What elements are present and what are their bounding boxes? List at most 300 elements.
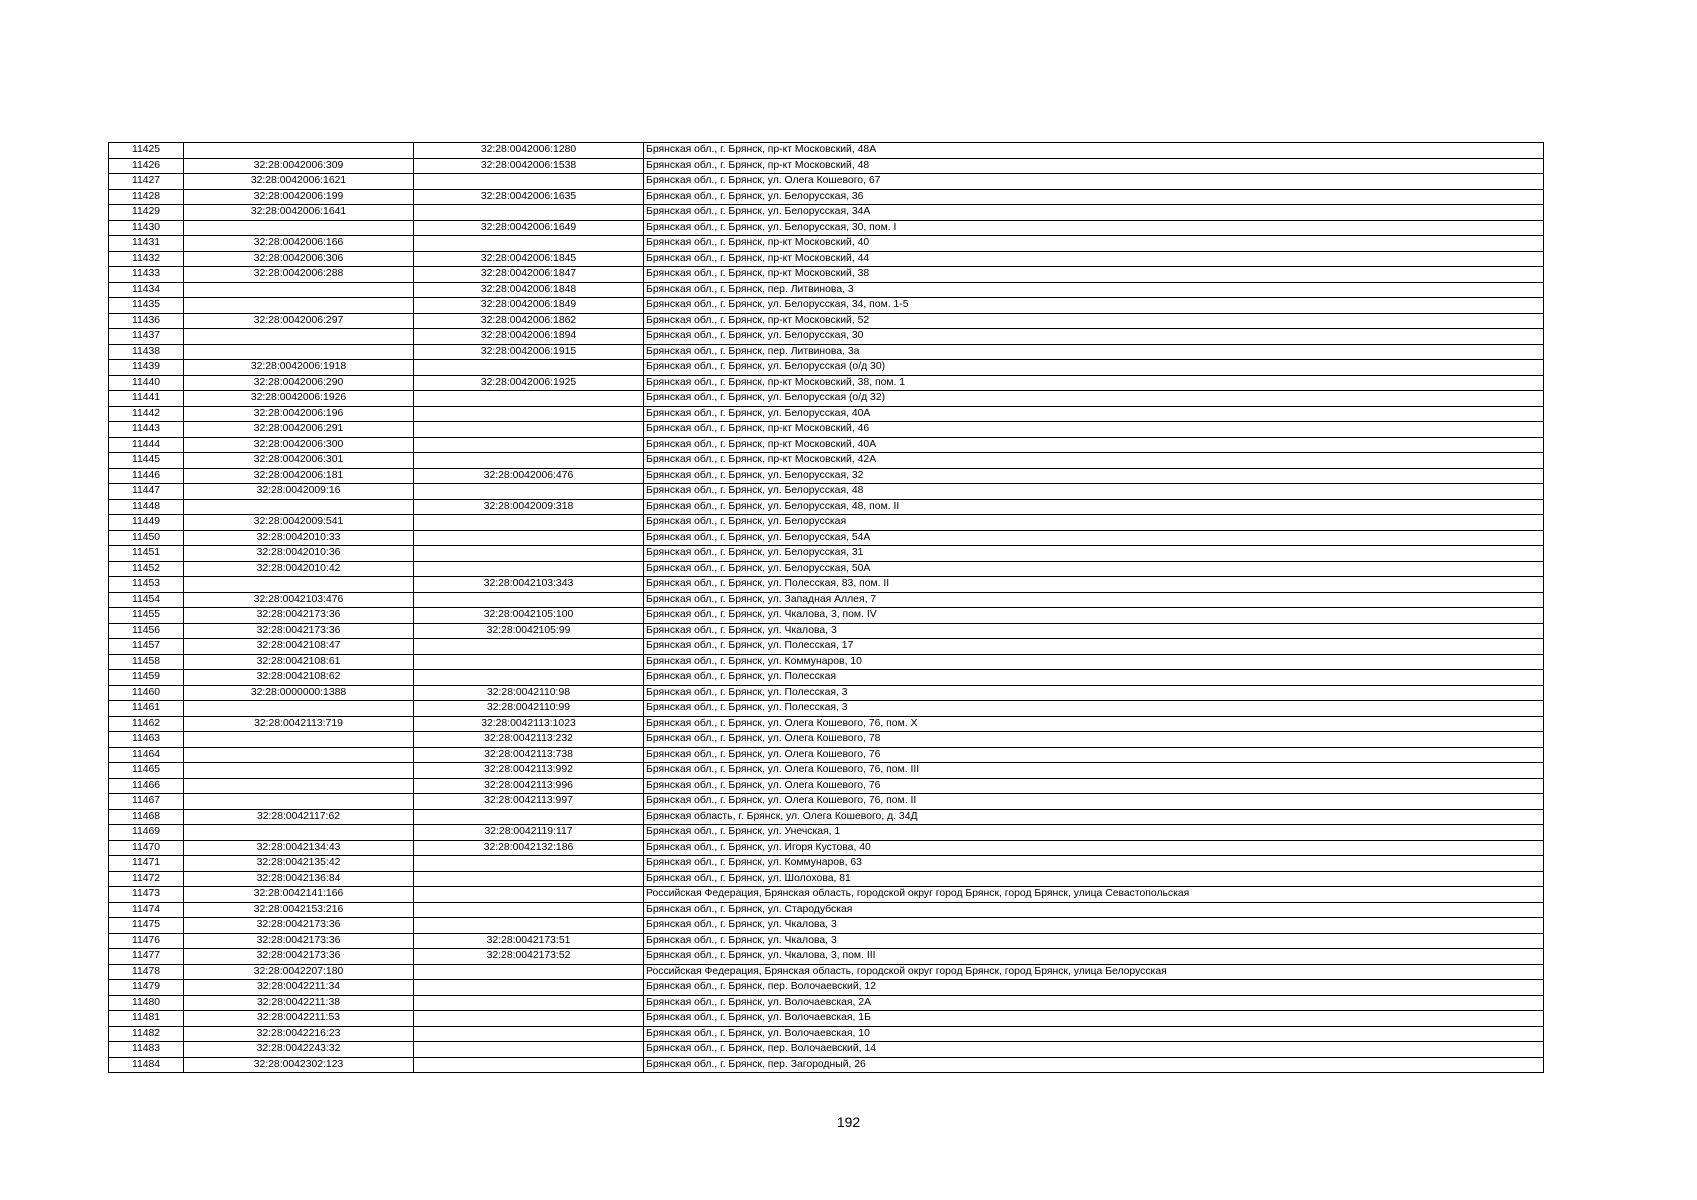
address-cell: Брянская обл., г. Брянск, ул. Волочаевская, 2А	[644, 995, 1544, 1011]
address-cell: Брянская обл., г. Брянск, ул. Белорусская, 36	[644, 189, 1544, 205]
address-cell: Брянская обл., г. Брянск, ул. Олега Кошевого, 67	[644, 174, 1544, 190]
row-number-cell: 11457	[109, 639, 184, 655]
table-row	[109, 220, 1544, 236]
table-row	[109, 329, 1544, 345]
table-row	[109, 980, 1544, 996]
row-number-cell: 11484	[109, 1057, 184, 1073]
address-cell: Брянская обл., г. Брянск, ул. Белорусская, 31	[644, 546, 1544, 562]
cadastral-number-object-cell: 32:28:0042113:996	[414, 778, 644, 794]
row-number-cell: 11443	[109, 422, 184, 438]
cadastral-number-land-cell: 32:28:0042010:36	[184, 546, 414, 562]
row-number-cell: 11459	[109, 670, 184, 686]
table-row	[109, 391, 1544, 407]
table-row	[109, 778, 1544, 794]
table-row	[109, 267, 1544, 283]
cadastral-number-land-cell: 32:28:0042243:32	[184, 1042, 414, 1058]
table-row	[109, 933, 1544, 949]
address-cell: Брянская обл., г. Брянск, ул. Белорусская (о/д 32)	[644, 391, 1544, 407]
cadastral-number-land-cell: 32:28:0042207:180	[184, 964, 414, 980]
row-number-cell: 11427	[109, 174, 184, 190]
cadastral-number-land-cell: 32:28:0042108:61	[184, 654, 414, 670]
row-number-cell: 11437	[109, 329, 184, 345]
table-row	[109, 406, 1544, 422]
cadastral-number-object-cell: 32:28:0042113:232	[414, 732, 644, 748]
cadastral-number-object-cell	[414, 236, 644, 252]
address-cell: Брянская обл., г. Брянск, пер. Волочаевский, 14	[644, 1042, 1544, 1058]
row-number-cell: 11456	[109, 623, 184, 639]
address-cell: Брянская обл., г. Брянск, ул. Полесская, 83, пом. II	[644, 577, 1544, 593]
cadastral-number-land-cell	[184, 794, 414, 810]
table-row	[109, 902, 1544, 918]
cadastral-number-object-cell	[414, 639, 644, 655]
cadastral-number-land-cell: 32:28:0042173:36	[184, 949, 414, 965]
cadastral-number-land-cell: 32:28:0042113:719	[184, 716, 414, 732]
cadastral-number-object-cell: 32:28:0042006:1862	[414, 313, 644, 329]
cadastral-number-land-cell: 32:28:0042006:199	[184, 189, 414, 205]
address-cell: Брянская обл., г. Брянск, ул. Полесская	[644, 670, 1544, 686]
table-row	[109, 1042, 1544, 1058]
table-row	[109, 375, 1544, 391]
cadastral-number-object-cell	[414, 654, 644, 670]
cadastral-number-land-cell: 32:28:0042173:36	[184, 623, 414, 639]
address-cell: Брянская обл., г. Брянск, ул. Олега Кошевого, 76	[644, 747, 1544, 763]
address-cell: Брянская обл., г. Брянск, ул. Белорусская, 34А	[644, 205, 1544, 221]
table-row	[109, 918, 1544, 934]
address-cell: Брянская обл., г. Брянск, ул. Белорусская, 48, пом. II	[644, 499, 1544, 515]
cadastral-number-object-cell	[414, 995, 644, 1011]
cadastral-number-object-cell	[414, 902, 644, 918]
address-cell: Брянская обл., г. Брянск, пр-кт Московский, 42А	[644, 453, 1544, 469]
cadastral-number-object-cell	[414, 530, 644, 546]
address-cell: Брянская обл., г. Брянск, ул. Белорусская, 48	[644, 484, 1544, 500]
cadastral-number-land-cell: 32:28:0042141:166	[184, 887, 414, 903]
cadastral-number-land-cell: 32:28:0042006:306	[184, 251, 414, 267]
address-cell: Брянская обл., г. Брянск, ул. Белорусская, 32	[644, 468, 1544, 484]
cadastral-number-object-cell: 32:28:0042006:1538	[414, 158, 644, 174]
cadastral-number-object-cell: 32:28:0042006:1635	[414, 189, 644, 205]
cadastral-number-land-cell: 32:28:0042134:43	[184, 840, 414, 856]
table-row	[109, 856, 1544, 872]
row-number-cell: 11458	[109, 654, 184, 670]
cadastral-number-land-cell	[184, 747, 414, 763]
table-row	[109, 747, 1544, 763]
cadastral-number-object-cell: 32:28:0042006:1649	[414, 220, 644, 236]
cadastral-number-object-cell	[414, 1011, 644, 1027]
address-cell: Брянская обл., г. Брянск, ул. Шолохова, 81	[644, 871, 1544, 887]
table-row	[109, 205, 1544, 221]
row-number-cell: 11466	[109, 778, 184, 794]
cadastral-number-object-cell	[414, 1042, 644, 1058]
register-table	[108, 142, 1544, 1073]
cadastral-number-land-cell: 32:28:0042173:36	[184, 933, 414, 949]
address-cell: Брянская обл., г. Брянск, ул. Полесская, 17	[644, 639, 1544, 655]
cadastral-number-land-cell: 32:28:0042108:47	[184, 639, 414, 655]
cadastral-number-object-cell	[414, 964, 644, 980]
row-number-cell: 11473	[109, 887, 184, 903]
cadastral-number-land-cell	[184, 732, 414, 748]
cadastral-number-land-cell	[184, 220, 414, 236]
cadastral-number-land-cell: 32:28:0042006:301	[184, 453, 414, 469]
address-cell: Брянская обл., г. Брянск, ул. Волочаевская, 1Б	[644, 1011, 1544, 1027]
cadastral-number-object-cell: 32:28:0042006:1847	[414, 267, 644, 283]
cadastral-number-object-cell: 32:28:0042006:1849	[414, 298, 644, 314]
cadastral-number-land-cell: 32:28:0042006:300	[184, 437, 414, 453]
row-number-cell: 11471	[109, 856, 184, 872]
cadastral-number-land-cell: 32:28:0042302:123	[184, 1057, 414, 1073]
row-number-cell: 11468	[109, 809, 184, 825]
address-cell: Брянская обл., г. Брянск, ул. Западная Аллея, 7	[644, 592, 1544, 608]
table-row	[109, 794, 1544, 810]
cadastral-number-object-cell	[414, 856, 644, 872]
table-row	[109, 763, 1544, 779]
table-row	[109, 484, 1544, 500]
address-cell: Брянская обл., г. Брянск, ул. Белорусская, 40А	[644, 406, 1544, 422]
cadastral-number-land-cell: 32:28:0042211:38	[184, 995, 414, 1011]
table-row	[109, 639, 1544, 655]
row-number-cell: 11460	[109, 685, 184, 701]
row-number-cell: 11482	[109, 1026, 184, 1042]
cadastral-number-object-cell	[414, 546, 644, 562]
address-cell: Брянская обл., г. Брянск, ул. Чкалова, 3	[644, 933, 1544, 949]
cadastral-number-object-cell	[414, 980, 644, 996]
address-cell: Брянская обл., г. Брянск, ул. Чкалова, 3, пом. III	[644, 949, 1544, 965]
address-cell: Брянская обл., г. Брянск, ул. Белорусская, 30, пом. I	[644, 220, 1544, 236]
table-row	[109, 654, 1544, 670]
address-cell: Брянская обл., г. Брянск, пр-кт Московский, 40А	[644, 437, 1544, 453]
table-row	[109, 949, 1544, 965]
cadastral-number-land-cell	[184, 298, 414, 314]
row-number-cell: 11435	[109, 298, 184, 314]
cadastral-number-object-cell: 32:28:0042113:992	[414, 763, 644, 779]
address-cell: Брянская обл., г. Брянск, ул. Олега Кошевого, 76	[644, 778, 1544, 794]
table-row	[109, 1026, 1544, 1042]
cadastral-number-object-cell	[414, 1026, 644, 1042]
cadastral-number-land-cell: 32:28:0042006:1621	[184, 174, 414, 190]
cadastral-number-land-cell	[184, 344, 414, 360]
address-cell: Брянская область, г. Брянск, ул. Олега Кошевого, д. 34Д	[644, 809, 1544, 825]
cadastral-number-land-cell: 32:28:0042103:476	[184, 592, 414, 608]
row-number-cell: 11463	[109, 732, 184, 748]
cadastral-number-object-cell	[414, 809, 644, 825]
address-cell: Брянская обл., г. Брянск, ул. Игоря Кустова, 40	[644, 840, 1544, 856]
row-number-cell: 11425	[109, 143, 184, 159]
cadastral-number-land-cell: 32:28:0042117:62	[184, 809, 414, 825]
row-number-cell: 11464	[109, 747, 184, 763]
table-row	[109, 189, 1544, 205]
table-row	[109, 732, 1544, 748]
cadastral-number-object-cell: 32:28:0042110:98	[414, 685, 644, 701]
address-cell: Брянская обл., г. Брянск, пер. Загородный, 26	[644, 1057, 1544, 1073]
cadastral-number-object-cell: 32:28:0042006:476	[414, 468, 644, 484]
cadastral-number-object-cell: 32:28:0042110:99	[414, 701, 644, 717]
table-row	[109, 143, 1544, 159]
cadastral-number-land-cell	[184, 763, 414, 779]
table-row	[109, 701, 1544, 717]
cadastral-number-object-cell	[414, 422, 644, 438]
row-number-cell: 11453	[109, 577, 184, 593]
row-number-cell: 11447	[109, 484, 184, 500]
row-number-cell: 11432	[109, 251, 184, 267]
table-row	[109, 1057, 1544, 1073]
row-number-cell: 11462	[109, 716, 184, 732]
row-number-cell: 11449	[109, 515, 184, 531]
table-row	[109, 437, 1544, 453]
cadastral-number-object-cell: 32:28:0042132:186	[414, 840, 644, 856]
address-cell: Брянская обл., г. Брянск, пр-кт Московский, 48А	[644, 143, 1544, 159]
row-number-cell: 11429	[109, 205, 184, 221]
row-number-cell: 11433	[109, 267, 184, 283]
row-number-cell: 11470	[109, 840, 184, 856]
cadastral-number-land-cell: 32:28:0042006:291	[184, 422, 414, 438]
row-number-cell: 11445	[109, 453, 184, 469]
table-row	[109, 1011, 1544, 1027]
table-row	[109, 298, 1544, 314]
page-number: 192	[836, 1114, 861, 1130]
table-row	[109, 453, 1544, 469]
row-number-cell: 11465	[109, 763, 184, 779]
cadastral-number-land-cell	[184, 825, 414, 841]
cadastral-number-object-cell	[414, 515, 644, 531]
table-row	[109, 871, 1544, 887]
address-cell: Российская Федерация, Брянская область, городской округ город Брянск, город Брянск, улица Севастопольская	[644, 887, 1544, 903]
row-number-cell: 11448	[109, 499, 184, 515]
cadastral-number-object-cell: 32:28:0042006:1925	[414, 375, 644, 391]
address-cell: Брянская обл., г. Брянск, ул. Чкалова, 3	[644, 623, 1544, 639]
cadastral-number-land-cell: 32:28:0042009:16	[184, 484, 414, 500]
table-row	[109, 251, 1544, 267]
cadastral-number-land-cell: 32:28:0042173:36	[184, 608, 414, 624]
row-number-cell: 11461	[109, 701, 184, 717]
row-number-cell: 11441	[109, 391, 184, 407]
cadastral-number-land-cell: 32:28:0042006:288	[184, 267, 414, 283]
row-number-cell: 11474	[109, 902, 184, 918]
table-row	[109, 840, 1544, 856]
cadastral-number-object-cell: 32:28:0042113:997	[414, 794, 644, 810]
address-cell: Брянская обл., г. Брянск, ул. Стародубская	[644, 902, 1544, 918]
address-cell: Брянская обл., г. Брянск, ул. Унечская, 1	[644, 825, 1544, 841]
cadastral-number-object-cell: 32:28:0042105:100	[414, 608, 644, 624]
table-row	[109, 809, 1544, 825]
table-row	[109, 964, 1544, 980]
register-table-body	[109, 143, 1544, 1073]
row-number-cell: 11430	[109, 220, 184, 236]
cadastral-number-object-cell	[414, 887, 644, 903]
cadastral-number-land-cell: 32:28:0042211:53	[184, 1011, 414, 1027]
table-row	[109, 608, 1544, 624]
address-cell: Брянская обл., г. Брянск, ул. Белорусская, 50А	[644, 561, 1544, 577]
table-row	[109, 685, 1544, 701]
cadastral-number-object-cell	[414, 484, 644, 500]
table-row	[109, 313, 1544, 329]
table-row	[109, 716, 1544, 732]
row-number-cell: 11446	[109, 468, 184, 484]
address-cell: Российская Федерация, Брянская область, городской округ город Брянск, город Брянск, улица Белорусская	[644, 964, 1544, 980]
cadastral-number-object-cell: 32:28:0042006:1848	[414, 282, 644, 298]
cadastral-number-object-cell: 32:28:0042006:1280	[414, 143, 644, 159]
table-row	[109, 670, 1544, 686]
table-row	[109, 360, 1544, 376]
row-number-cell: 11472	[109, 871, 184, 887]
row-number-cell: 11431	[109, 236, 184, 252]
row-number-cell: 11478	[109, 964, 184, 980]
row-number-cell: 11469	[109, 825, 184, 841]
cadastral-number-object-cell: 32:28:0042103:343	[414, 577, 644, 593]
cadastral-number-object-cell: 32:28:0042173:51	[414, 933, 644, 949]
address-cell: Брянская обл., г. Брянск, пр-кт Московский, 40	[644, 236, 1544, 252]
address-cell: Брянская обл., г. Брянск, ул. Чкалова, 3, пом. IV	[644, 608, 1544, 624]
cadastral-number-land-cell	[184, 701, 414, 717]
address-cell: Брянская обл., г. Брянск, пр-кт Московский, 48	[644, 158, 1544, 174]
cadastral-number-land-cell: 32:28:0042006:1918	[184, 360, 414, 376]
cadastral-number-land-cell: 32:28:0042006:166	[184, 236, 414, 252]
cadastral-number-object-cell	[414, 1057, 644, 1073]
address-cell: Брянская обл., г. Брянск, ул. Олега Кошевого, 78	[644, 732, 1544, 748]
cadastral-number-object-cell	[414, 871, 644, 887]
cadastral-number-land-cell	[184, 282, 414, 298]
address-cell: Брянская обл., г. Брянск, ул. Чкалова, 3	[644, 918, 1544, 934]
cadastral-number-land-cell: 32:28:0042009:541	[184, 515, 414, 531]
table-row	[109, 623, 1544, 639]
table-row	[109, 546, 1544, 562]
cadastral-number-land-cell: 32:28:0042216:23	[184, 1026, 414, 1042]
cadastral-number-land-cell: 32:28:0042006:309	[184, 158, 414, 174]
cadastral-number-object-cell	[414, 670, 644, 686]
cadastral-number-land-cell: 32:28:0042135:42	[184, 856, 414, 872]
cadastral-number-land-cell: 32:28:0042006:1641	[184, 205, 414, 221]
cadastral-number-land-cell: 32:28:0042006:290	[184, 375, 414, 391]
table-row	[109, 530, 1544, 546]
table-row	[109, 887, 1544, 903]
cadastral-number-land-cell	[184, 143, 414, 159]
row-number-cell: 11476	[109, 933, 184, 949]
address-cell: Брянская обл., г. Брянск, пр-кт Московский, 52	[644, 313, 1544, 329]
cadastral-number-land-cell: 32:28:0042211:34	[184, 980, 414, 996]
table-row	[109, 468, 1544, 484]
row-number-cell: 11451	[109, 546, 184, 562]
row-number-cell: 11450	[109, 530, 184, 546]
address-cell: Брянская обл., г. Брянск, пер. Литвинова, 3а	[644, 344, 1544, 360]
table-row	[109, 422, 1544, 438]
cadastral-number-land-cell	[184, 577, 414, 593]
address-cell: Брянская обл., г. Брянск, ул. Волочаевская, 10	[644, 1026, 1544, 1042]
row-number-cell: 11436	[109, 313, 184, 329]
row-number-cell: 11467	[109, 794, 184, 810]
row-number-cell: 11454	[109, 592, 184, 608]
cadastral-number-object-cell	[414, 437, 644, 453]
cadastral-number-land-cell: 32:28:0000000:1388	[184, 685, 414, 701]
row-number-cell: 11426	[109, 158, 184, 174]
table-row	[109, 995, 1544, 1011]
address-cell: Брянская обл., г. Брянск, ул. Белорусская	[644, 515, 1544, 531]
cadastral-number-land-cell: 32:28:0042108:62	[184, 670, 414, 686]
cadastral-number-object-cell	[414, 174, 644, 190]
cadastral-number-object-cell	[414, 360, 644, 376]
address-cell: Брянская обл., г. Брянск, ул. Полесская, 3	[644, 685, 1544, 701]
address-cell: Брянская обл., г. Брянск, пер. Литвинова, 3	[644, 282, 1544, 298]
cadastral-number-object-cell	[414, 918, 644, 934]
table-row	[109, 236, 1544, 252]
table-row	[109, 515, 1544, 531]
row-number-cell: 11455	[109, 608, 184, 624]
row-number-cell: 11444	[109, 437, 184, 453]
cadastral-number-object-cell	[414, 592, 644, 608]
cadastral-number-land-cell	[184, 329, 414, 345]
cadastral-number-land-cell: 32:28:0042010:33	[184, 530, 414, 546]
row-number-cell: 11438	[109, 344, 184, 360]
row-number-cell: 11442	[109, 406, 184, 422]
cadastral-number-object-cell	[414, 406, 644, 422]
cadastral-number-object-cell	[414, 561, 644, 577]
table-row	[109, 577, 1544, 593]
table-row	[109, 561, 1544, 577]
table-row	[109, 499, 1544, 515]
cadastral-number-object-cell: 32:28:0042009:318	[414, 499, 644, 515]
cadastral-number-land-cell: 32:28:0042136:84	[184, 871, 414, 887]
address-cell: Брянская обл., г. Брянск, ул. Полесская, 3	[644, 701, 1544, 717]
cadastral-number-land-cell: 32:28:0042006:1926	[184, 391, 414, 407]
table-row	[109, 592, 1544, 608]
address-cell: Брянская обл., г. Брянск, ул. Олега Кошевого, 76, пом. III	[644, 763, 1544, 779]
row-number-cell: 11452	[109, 561, 184, 577]
address-cell: Брянская обл., г. Брянск, ул. Олега Кошевого, 76, пом. II	[644, 794, 1544, 810]
table-row	[109, 158, 1544, 174]
row-number-cell: 11440	[109, 375, 184, 391]
cadastral-number-object-cell	[414, 391, 644, 407]
cadastral-number-object-cell: 32:28:0042006:1845	[414, 251, 644, 267]
cadastral-number-object-cell	[414, 453, 644, 469]
cadastral-number-object-cell: 32:28:0042173:52	[414, 949, 644, 965]
table-row	[109, 344, 1544, 360]
cadastral-number-land-cell: 32:28:0042010:42	[184, 561, 414, 577]
row-number-cell: 11477	[109, 949, 184, 965]
address-cell: Брянская обл., г. Брянск, ул. Белорусская, 34, пом. 1-5	[644, 298, 1544, 314]
cadastral-number-land-cell: 32:28:0042006:297	[184, 313, 414, 329]
cadastral-number-land-cell: 32:28:0042173:36	[184, 918, 414, 934]
row-number-cell: 11475	[109, 918, 184, 934]
address-cell: Брянская обл., г. Брянск, ул. Белорусская, 54А	[644, 530, 1544, 546]
cadastral-number-object-cell: 32:28:0042119:117	[414, 825, 644, 841]
row-number-cell: 11483	[109, 1042, 184, 1058]
row-number-cell: 11481	[109, 1011, 184, 1027]
cadastral-number-land-cell	[184, 778, 414, 794]
table-row	[109, 174, 1544, 190]
cadastral-number-object-cell: 32:28:0042006:1894	[414, 329, 644, 345]
cadastral-number-land-cell: 32:28:0042153:216	[184, 902, 414, 918]
cadastral-number-land-cell	[184, 499, 414, 515]
row-number-cell: 11428	[109, 189, 184, 205]
cadastral-number-object-cell: 32:28:0042113:738	[414, 747, 644, 763]
address-cell: Брянская обл., г. Брянск, ул. Олега Кошевого, 76, пом. X	[644, 716, 1544, 732]
row-number-cell: 11439	[109, 360, 184, 376]
address-cell: Брянская обл., г. Брянск, ул. Коммунаров, 10	[644, 654, 1544, 670]
address-cell: Брянская обл., г. Брянск, ул. Белорусская (о/д 30)	[644, 360, 1544, 376]
cadastral-number-object-cell: 32:28:0042006:1915	[414, 344, 644, 360]
address-cell: Брянская обл., г. Брянск, ул. Коммунаров, 63	[644, 856, 1544, 872]
address-cell: Брянская обл., г. Брянск, пр-кт Московский, 38	[644, 267, 1544, 283]
address-cell: Брянская обл., г. Брянск, пр-кт Московский, 44	[644, 251, 1544, 267]
row-number-cell: 11479	[109, 980, 184, 996]
table-row	[109, 282, 1544, 298]
address-cell: Брянская обл., г. Брянск, ул. Белорусская, 30	[644, 329, 1544, 345]
table-row	[109, 825, 1544, 841]
row-number-cell: 11480	[109, 995, 184, 1011]
row-number-cell: 11434	[109, 282, 184, 298]
address-cell: Брянская обл., г. Брянск, пр-кт Московский, 46	[644, 422, 1544, 438]
cadastral-number-object-cell	[414, 205, 644, 221]
cadastral-number-object-cell: 32:28:0042113:1023	[414, 716, 644, 732]
address-cell: Брянская обл., г. Брянск, пер. Волочаевский, 12	[644, 980, 1544, 996]
address-cell: Брянская обл., г. Брянск, пр-кт Московский, 38, пом. 1	[644, 375, 1544, 391]
